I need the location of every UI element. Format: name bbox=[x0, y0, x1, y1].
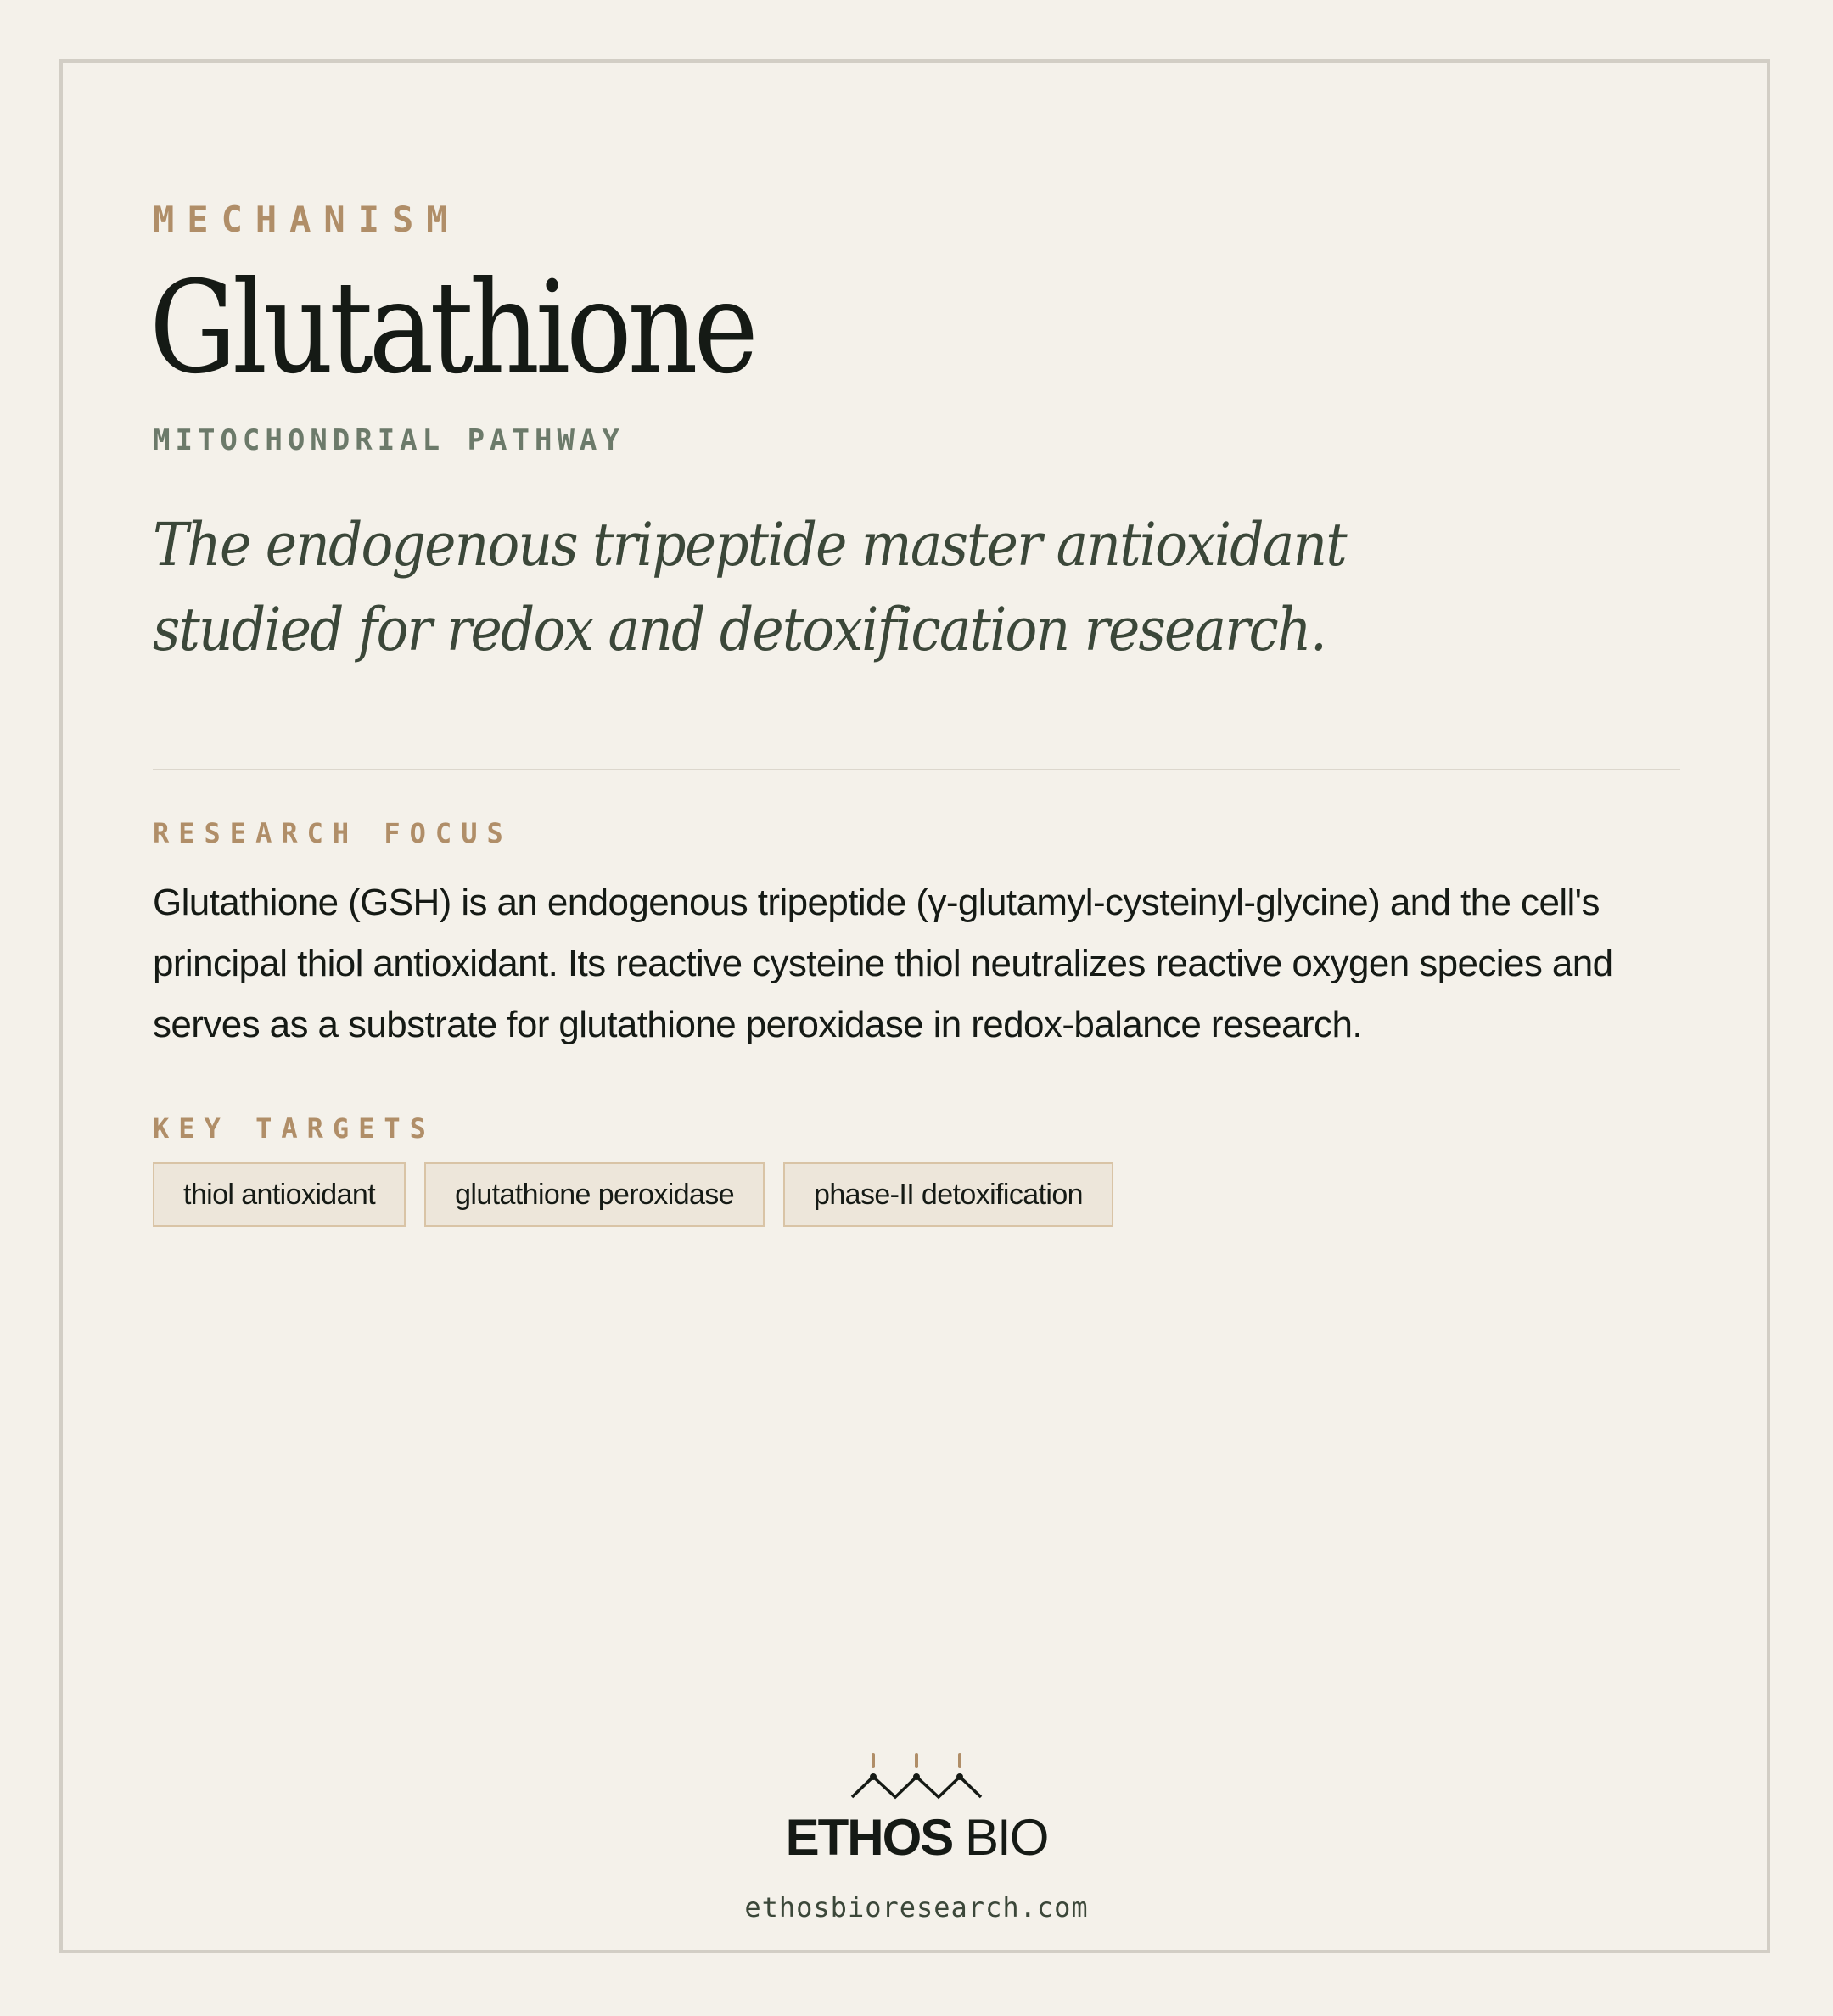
target-chip: thiol antioxidant bbox=[153, 1162, 406, 1227]
molecule-chain-icon bbox=[832, 1751, 1001, 1802]
brand-name-strong: ETHOS bbox=[785, 1809, 953, 1866]
target-chip: glutathione peroxidase bbox=[424, 1162, 765, 1227]
target-chip: phase-II detoxification bbox=[783, 1162, 1113, 1227]
brand-logo-text bbox=[0, 1809, 1833, 1866]
page-title: Glutathione bbox=[149, 255, 754, 402]
research-focus-label: RESEARCH FOCUS bbox=[153, 817, 513, 849]
section-divider bbox=[153, 769, 1680, 770]
category-eyebrow: MECHANISM bbox=[153, 199, 461, 240]
brand-name-light: BIO bbox=[952, 1809, 1048, 1866]
pathway-subtitle: MITOCHONDRIAL PATHWAY bbox=[153, 423, 625, 457]
website-url: ethosbioresearch.com bbox=[744, 1891, 1089, 1924]
research-focus-text: Glutathione (GSH) is an endogenous tripeptide (γ-glutamyl-cysteinyl-glycine) and the cell's principal thiol antioxidant. Its reactive cysteine thiol neutralizes reactive oxygen species and serves as a substrate for glutathione peroxidase in redox-balance research. bbox=[153, 882, 1613, 1045]
key-targets-list bbox=[153, 1162, 1113, 1227]
lede-text: The endogenous tripeptide master antioxidant studied for redox and detoxification research. bbox=[153, 510, 1346, 664]
key-targets-label: KEY TARGETS bbox=[153, 1112, 435, 1145]
